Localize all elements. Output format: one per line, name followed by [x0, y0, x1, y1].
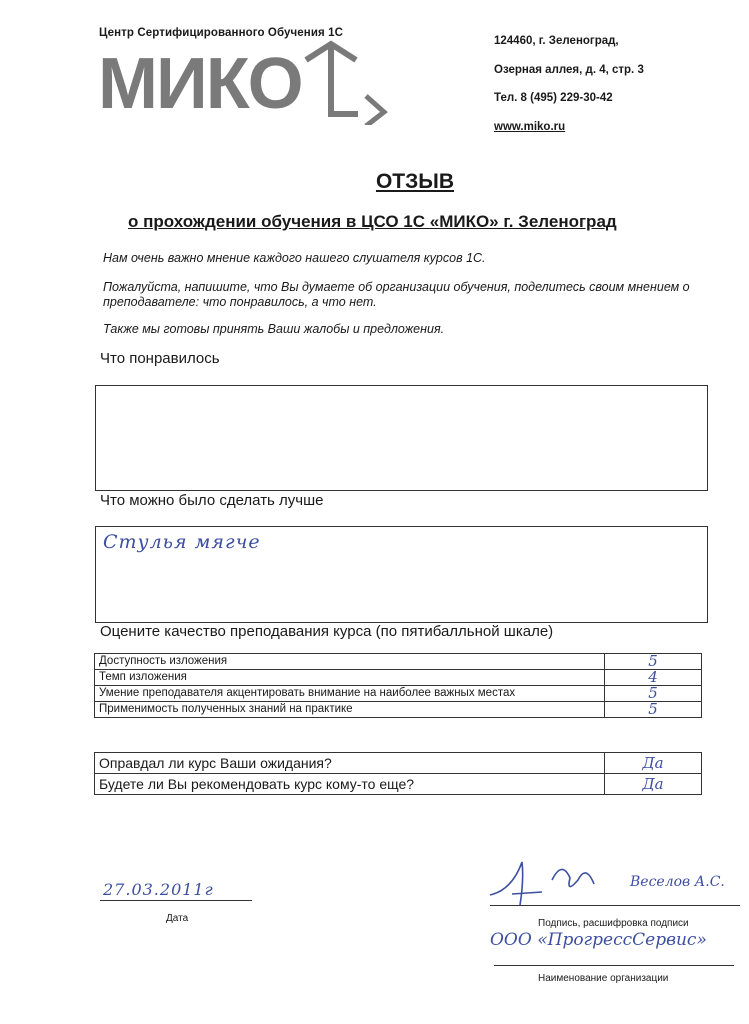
yes-no-question: Будете ли Вы рекомендовать курс кому-то еще? [95, 774, 605, 795]
rating-criterion: Умение преподавателя акцентировать внимание на наиболее важных местах [95, 686, 605, 702]
signature-caption: Подпись, расшифровка подписи [538, 918, 689, 929]
address-line: Озерная аллея, д. 4, стр. 3 [494, 63, 644, 76]
table-row [95, 753, 702, 774]
date-line [100, 900, 252, 901]
signature-name: Веселов А.С. [630, 874, 725, 890]
rating-score[interactable]: 5 [605, 686, 702, 702]
liked-answer-box[interactable] [95, 385, 708, 491]
table-row [95, 686, 702, 702]
date-caption: Дата [166, 913, 189, 924]
table-row [95, 670, 702, 686]
organization-line [494, 965, 734, 966]
phone: Тел. 8 (495) 229-30-42 [494, 92, 613, 104]
rating-criterion: Применимость полученных знаний на практике [95, 702, 605, 718]
form-title: ОТЗЫВ [375, 170, 455, 193]
svg-text:МИКО: МИКО [98, 44, 302, 124]
yes-no-answer[interactable]: Да [605, 753, 702, 774]
yes-no-question: Оправдал ли курс Ваши ожидания? [95, 753, 605, 774]
contacts-block [494, 27, 644, 141]
yes-no-table [94, 752, 702, 795]
signature-line [490, 905, 740, 906]
table-row [95, 774, 702, 795]
improve-answer-handwritten: Стулья мягче [103, 531, 261, 553]
rating-score[interactable]: 5 [605, 702, 702, 718]
ratings-table [94, 653, 702, 718]
improve-label: Что можно было сделать лучше [100, 492, 324, 509]
liked-label: Что понравилось [100, 350, 220, 367]
intro-text: Нам очень важно мнение каждого нашего слушателя курсов 1С. [103, 251, 486, 265]
date-handwritten: 27.03.2011г [103, 880, 214, 899]
intro-text: Также мы готовы принять Ваши жалобы и предложения. [103, 322, 445, 336]
rating-score[interactable]: 4 [605, 670, 702, 686]
yes-no-answer[interactable]: Да [605, 774, 702, 795]
table-row [95, 654, 702, 670]
center-name: Центр Сертифицированного Обучения 1С [99, 27, 344, 39]
rating-criterion: Темп изложения [95, 670, 605, 686]
rating-criterion: Доступность изложения [95, 654, 605, 670]
rating-label: Оцените качество преподавания курса (по пятибалльной шкале) [100, 623, 554, 640]
form-subtitle: о прохождении обучения в ЦСО 1С «МИКО» г. Зеленоград [128, 212, 617, 231]
table-row [95, 702, 702, 718]
miko-logo [96, 40, 396, 125]
organization-handwritten: ООО «ПрогрессСервис» [490, 930, 707, 950]
rating-score[interactable]: 5 [605, 654, 702, 670]
organization-caption: Наименование организации [538, 973, 669, 984]
website-link[interactable]: www.miko.ru [494, 120, 566, 133]
intro-text: Пожалуйста, напишите, что Вы думаете об организации обучения, поделитесь своим мнением о преподавателе: что понравилось, а что нет. [103, 280, 690, 309]
address-line: 124460, г. Зеленоград, [494, 35, 619, 47]
